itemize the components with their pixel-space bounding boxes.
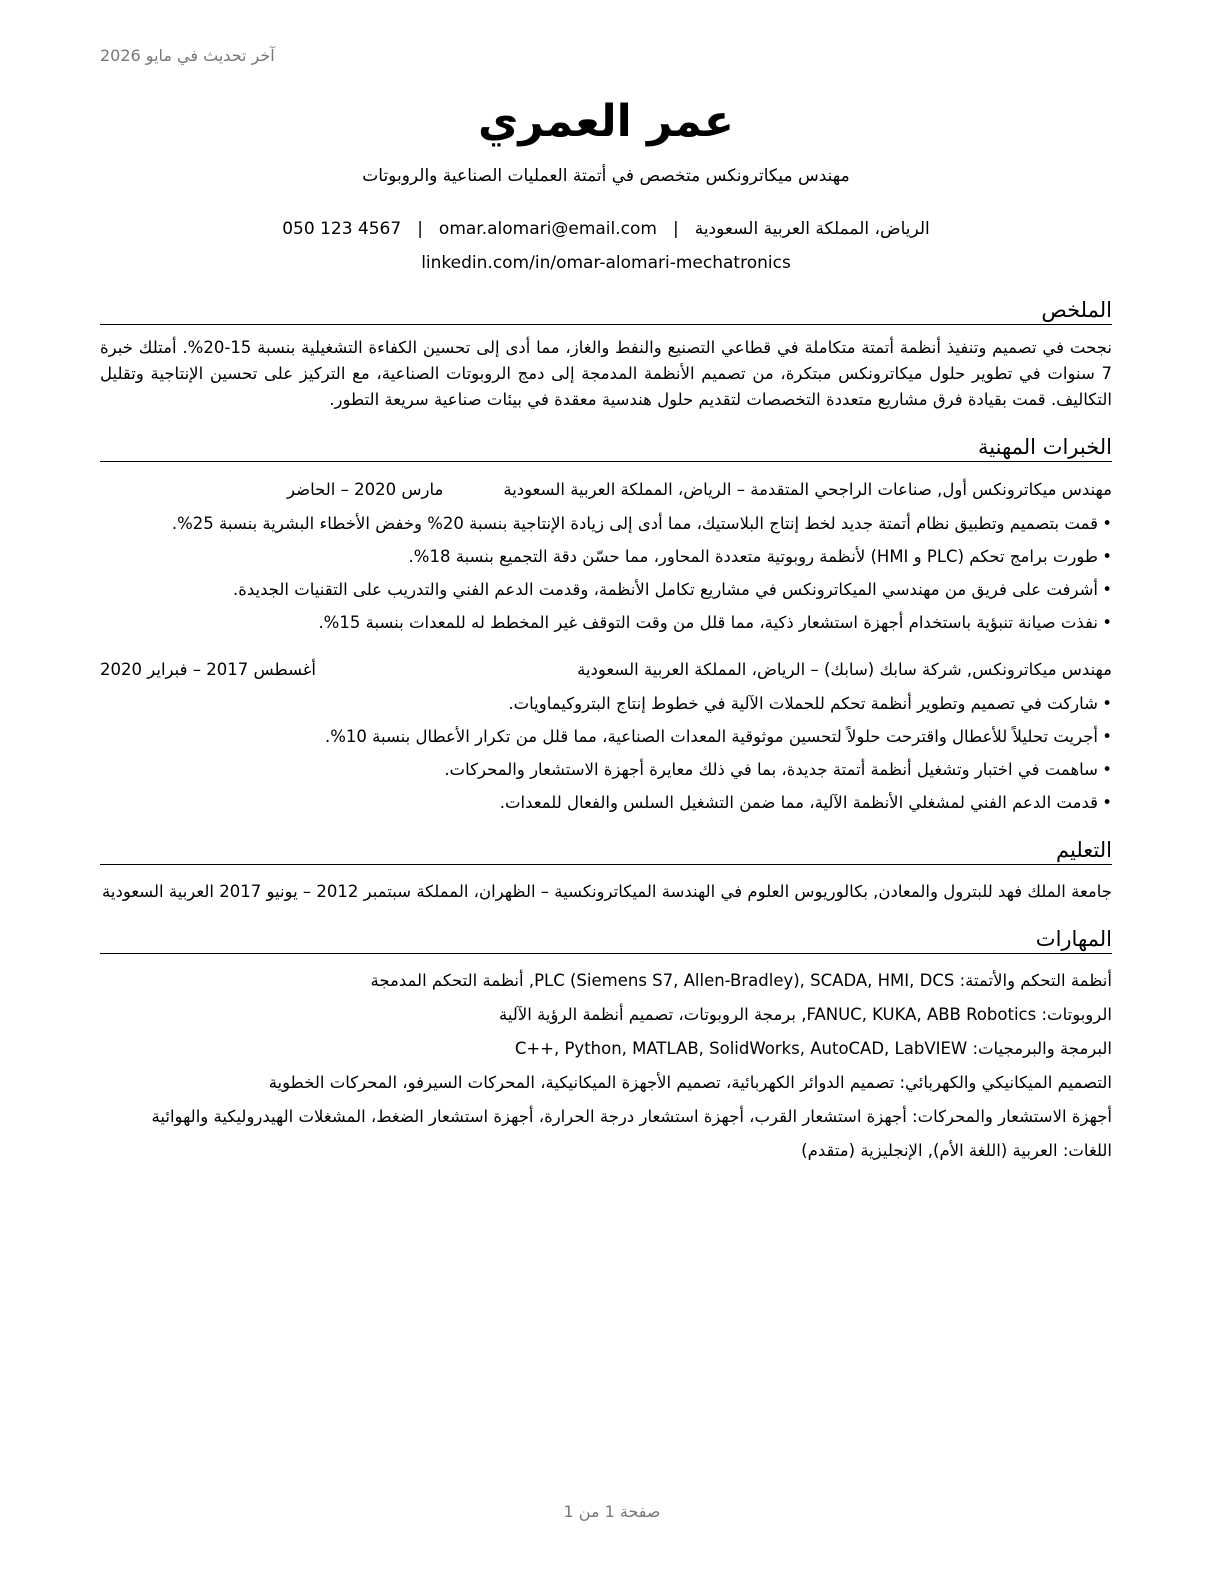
job-bullet: • قمت بتصميم وتطبيق نظام أتمتة جديد لخط إنتاج البلاستيك، مما أدى إلى زيادة الإنتاجية بنسبة 20% وخفض الأخطاء البشرية بنسبة 25%. [100,511,1112,537]
skill-line [100,1036,1112,1062]
job-title: مهندس ميكاترونكس أول, صناعات الراجحي المتقدمة – الرياض، المملكة العربية السعودية [503,480,1112,499]
skill-label: أنظمة التحكم والأتمتة: [954,971,1112,990]
page-number: صفحة 1 من 1 [563,1502,661,1521]
skill-value: العربية (اللغة الأم), الإنجليزية (متقدم) [801,1141,1058,1160]
summary-heading: الملخص [100,298,1112,325]
skill-value: C++, Python, MATLAB, SolidWorks, AutoCAD, LabVIEW [514,1039,968,1058]
skill-label: التصميم الميكانيكي والكهربائي: [894,1073,1112,1092]
job-bullets [100,511,1112,636]
skill-line [100,1138,1112,1164]
contact-separator: | [417,219,423,239]
candidate-name: عمر العمري [478,96,734,147]
job-title: مهندس ميكاترونكس, شركة سابك (سابك) – الرياض، المملكة العربية السعودية [577,660,1112,679]
job-bullet: • شاركت في تصميم وتطوير أنظمة تحكم للحملات الآلية في خطوط إنتاج البتروكيماويات. [100,691,1112,717]
education-heading: التعليم [100,838,1112,865]
job-dates: مارس 2020 – الحاضر [286,480,444,499]
candidate-headline: مهندس ميكاترونكس متخصص في أتمتة العمليات الصناعية والروبوتات [362,166,850,186]
job-bullet: • نفذت صيانة تنبؤية باستخدام أجهزة استشعار ذكية، مما قلل من وقت التوقف غير المخطط له للمعدات بنسبة 15%. [100,610,1112,636]
last-updated: آخر تحديث في مايو 2026 [100,46,275,65]
job-entry [100,656,1112,816]
skill-value: تصميم الدوائر الكهربائية، تصميم الأجهزة الميكانيكية، المحركات السيرفو، المحركات الخطوية [268,1073,895,1092]
skill-line [100,1070,1112,1096]
email-link[interactable]: omar.alomari@email.com [438,219,657,239]
phone-text: 050 123 4567 [282,219,402,239]
skills-heading: المهارات [100,927,1112,954]
job-header [100,476,1112,504]
skill-line [100,1002,1112,1028]
job-header [100,656,1112,684]
job-bullet: • أجريت تحليلاً للأعطال واقترحت حلولاً لتحسين موثوقية المعدات الصناعية، مما قلل من تكرار الأعطال بنسبة 10%. [100,724,1112,750]
skill-label: أجهزة الاستشعار والمحركات: [906,1107,1112,1126]
skill-label: الروبوتات: [1036,1005,1112,1024]
contact-separator: | [672,219,679,239]
skill-value: PLC (Siemens S7, Allen-Bradley), SCADA, HMI, DCS, أنظمة التحكم المدمجة [370,971,955,990]
summary-text: نجحت في تصميم وتنفيذ أنظمة أتمتة متكاملة في قطاعي التصنيع والنفط والغاز، مما أدى إلى تحسين الكفاءة التشغيلية بنسبة 15-20%. أمتلك خبرة 7 سنوات في تطوير حلول ميكاترونكس مبتكرة، من تصميم الأنظمة المدمجة إلى دمج الروبوتات الصناعية، مع التركيز على تحسين الإنتاجية وتقليل التكاليف. قمت بقيادة فرق مشاريع متعددة التخصصات لتقديم حلول هندسية معقدة في بيئات صناعية سريعة التطور. [100,338,1112,409]
job-bullet: • طورت برامج تحكم (PLC و HMI) لأنظمة روبوتية متعددة المحاور، مما حسّن دقة التجميع بنسبة 18%. [100,544,1112,570]
job-entry [100,476,1112,636]
job-bullet: • قدمت الدعم الفني لمشغلي الأنظمة الآلية، مما ضمن التشغيل السلس والفعال للمعدات. [100,790,1112,816]
skill-value: أجهزة استشعار القرب، أجهزة استشعار درجة الحرارة، أجهزة استشعار الضغط، المشغلات الهيدروليكية والهوائية [151,1107,907,1126]
skills-list [100,968,1112,1164]
skill-label: البرمجة والبرمجيات: [967,1039,1112,1058]
resume-page [100,92,1112,1164]
job-bullet: • أشرفت على فريق من مهندسي الميكاترونكس في مشاريع تكامل الأنظمة، وقدمت الدعم الفني والتدريب على التقنيات الجديدة. [100,577,1112,603]
job-dates: أغسطس 2017 – فبراير 2020 [100,660,316,679]
location-text: الرياض، المملكة العربية السعودية [694,219,930,239]
job-bullet: • ساهمت في اختبار وتشغيل أنظمة أتمتة جديدة، بما في ذلك معايرة أجهزة الاستشعار والمحركات. [100,757,1112,783]
skill-value: FANUC, KUKA, ABB Robotics, برمجة الروبوتات، تصميم أنظمة الرؤية الآلية [498,1005,1037,1024]
education-entry: جامعة الملك فهد للبترول والمعادن, بكالوريوس العلوم في الهندسة الميكاترونكسية – الظهران، المملكة سبتمبر 2012 – يونيو 2017 العربية السعودية [102,882,1112,901]
contact-info [100,212,1112,280]
job-bullets [100,691,1112,816]
skill-line [100,1104,1112,1130]
skill-label: اللغات: [1057,1141,1112,1160]
linkedin-link[interactable]: linkedin.com/in/omar-alomari-mechatronics [421,253,791,273]
experience-heading: الخبرات المهنية [100,435,1112,462]
skill-line [100,968,1112,994]
